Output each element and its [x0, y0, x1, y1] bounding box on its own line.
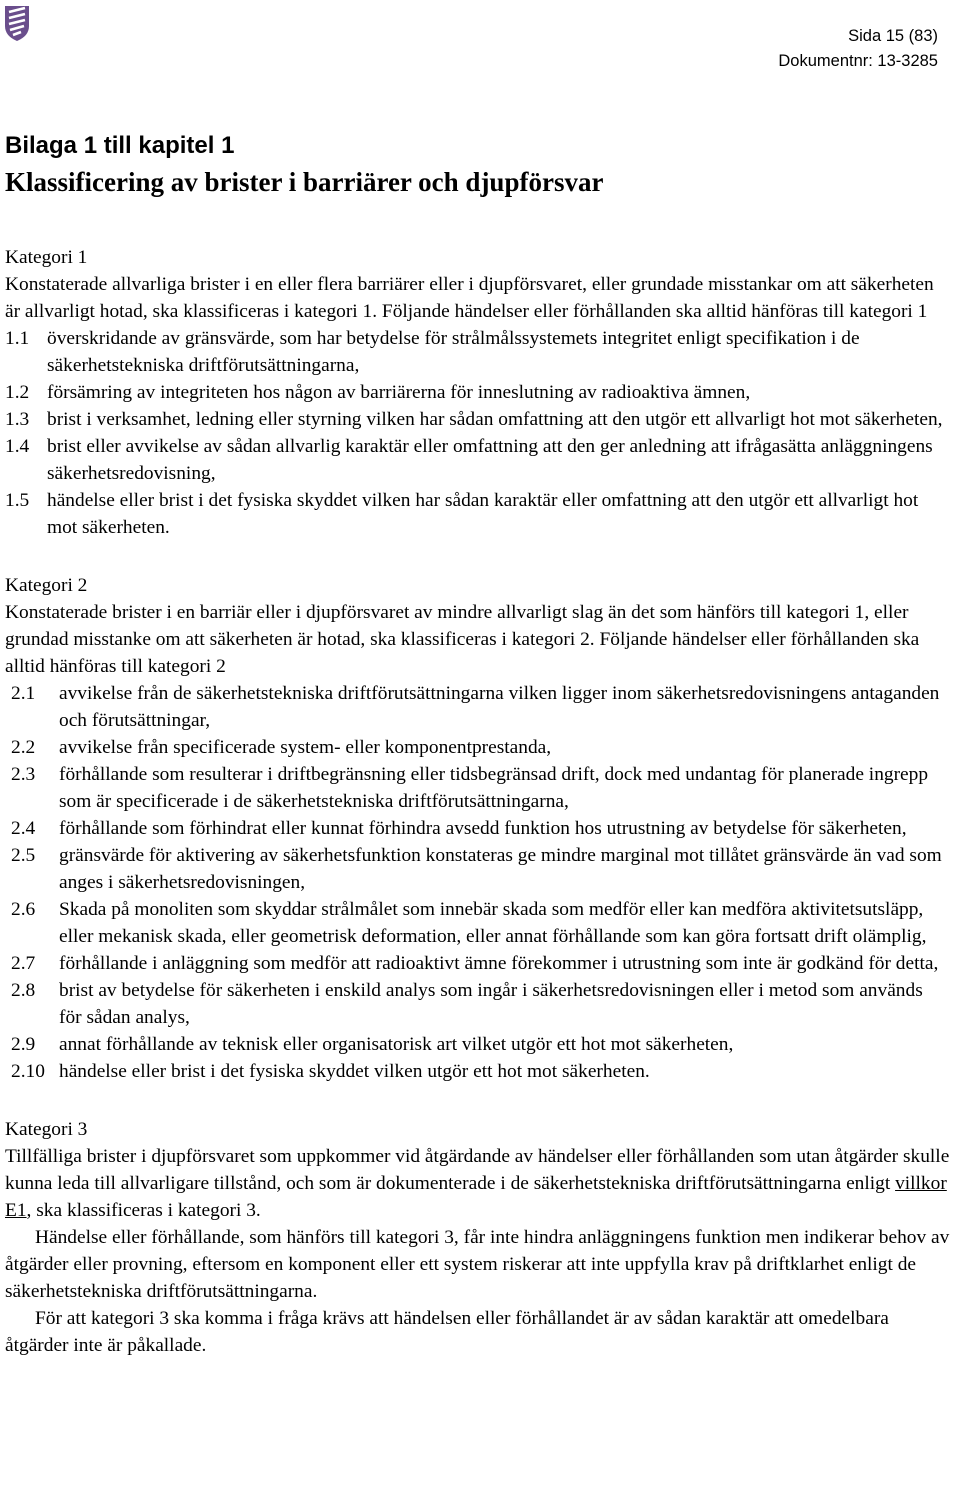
list-item-text: försämring av integriteten hos någon av barriärerna för inneslutning av radioaktiva ämnen,	[47, 382, 751, 403]
list-item-number: 2.6	[11, 899, 36, 920]
list-item	[5, 406, 950, 433]
kategori-1-label: Kategori 1	[5, 247, 88, 268]
list-item-text: Skada på monoliten som skyddar strålmålet som innebär skada som medför eller kan medföra aktivitetsutsläpp, eller mekanisk skada, eller geometrisk deformation, eller annat förhållande som kan göra fortsatt drift olämplig,	[59, 899, 927, 947]
list-item	[5, 325, 950, 379]
kategori-1-section	[5, 244, 950, 541]
kategori-3-section	[5, 1116, 950, 1359]
kategori-2-intro: Konstaterade brister i en barriär eller i djupförsvaret av mindre allvarligt slag än det som hänförs till kategori 1, eller grundad misstanke om att säkerheten är hotad, ska klassificeras i kategori 2. Följande händelser eller förhållanden ska alltid hänföras till kategori 2	[5, 602, 920, 677]
list-item-number: 2.5	[11, 845, 36, 866]
villkor-e1-link[interactable]: villkor E1	[5, 1173, 947, 1221]
list-item-text: överskridande av gränsvärde, som har betydelse för strålmålssystemets integritet enligt specifikation i de säkerhetstekniska driftförutsättningarna,	[47, 328, 860, 376]
organization-logo	[4, 4, 30, 42]
list-item-text: avvikelse från specificerade system- eller komponentprestanda,	[59, 737, 552, 758]
kategori-2-section	[5, 572, 950, 1085]
list-item-text: händelse eller brist i det fysiska skyddet vilken har sådan karaktär eller omfattning att den utgör ett allvarligt hot mot säkerheten.	[47, 490, 919, 538]
list-item-text: brist eller avvikelse av sådan allvarlig karaktär eller omfattning att den ger anledning att ifrågasätta anläggningens säkerhetsredovisning,	[47, 436, 933, 484]
list-item-number: 2.8	[11, 980, 36, 1001]
kategori-1-intro: Konstaterade allvarliga brister i en eller flera barriärer eller i djupförsvaret, eller grundade misstankar om att säkerheten är allvarligt hotad, ska klassificeras i kategori 1. Följande händelser eller förhållanden ska alltid hänföras till kategori 1	[5, 274, 934, 322]
list-item-number: 1.3	[5, 409, 30, 430]
list-item	[5, 680, 950, 734]
kategori-3-paragraph-3: För att kategori 3 ska komma i fråga krävs att händelsen eller förhållandet är av sådan karaktär att omedelbara åtgärder inte är påkallade.	[5, 1308, 889, 1356]
kategori-3-label: Kategori 3	[5, 1119, 88, 1140]
list-item	[5, 734, 950, 761]
list-item	[5, 950, 950, 977]
shield-logo-icon	[4, 4, 30, 42]
list-item-text: förhållande som resulterar i driftbegränsning eller tidsbegränsad drift, dock med undantag för planerade ingrepp som är specificerade i de säkerhetstekniska driftförutsättningarna,	[59, 764, 929, 812]
page-number: Sida 15 (83)	[848, 27, 938, 45]
list-item-number: 1.4	[5, 436, 30, 457]
list-item-text: förhållande i anläggning som medför att radioaktivt ämne förekommer i utrustning som inte är godkänd för detta,	[59, 953, 939, 974]
list-item-number: 2.1	[11, 683, 36, 704]
list-item-number: 2.3	[11, 764, 36, 785]
list-item-text: brist av betydelse för säkerheten i enskild analys som ingår i säkerhetsredovisningen eller i metod som används för sådan analys,	[59, 980, 923, 1028]
kategori-2-label: Kategori 2	[5, 575, 88, 596]
list-item-number: 1.5	[5, 490, 30, 511]
list-item-number: 2.7	[11, 953, 36, 974]
list-item-number: 2.10	[11, 1061, 45, 1082]
list-item-number: 1.2	[5, 382, 30, 403]
list-item	[5, 842, 950, 896]
kategori-3-intro-text: Tillfälliga brister i djupförsvaret som uppkommer vid åtgärdande av händelser eller förhållanden som utan åtgärder skulle kunna leda till allvarligare tillstånd, och som är dokumenterade i de säkerhetstekniska driftförutsättningarna enligt	[5, 1146, 950, 1194]
list-item	[5, 761, 950, 815]
document-subtitle: Klassificering av brister i barriärer och djupförsvar	[5, 167, 604, 197]
list-item-number: 2.2	[11, 737, 36, 758]
kategori-3-intro-end: , ska klassificeras i kategori 3.	[26, 1200, 261, 1221]
kategori-2-list	[5, 680, 950, 1085]
list-item-text: förhållande som förhindrat eller kunnat förhindra avsedd funktion hos utrustning av betydelse för säkerheten,	[59, 818, 907, 839]
list-item	[5, 977, 950, 1031]
list-item-text: gränsvärde för aktivering av säkerhetsfunktion konstateras ge mindre marginal mot tillåtet gränsvärde än vad som anges i säkerhetsredovisningen,	[59, 845, 942, 893]
list-item	[5, 487, 950, 541]
list-item-number: 1.1	[5, 328, 30, 349]
list-item-text: avvikelse från de säkerhetstekniska driftförutsättningarna vilken ligger inom säkerhetsredovisningens antaganden och förutsättningar,	[59, 683, 940, 731]
list-item	[5, 1031, 950, 1058]
document-number: Dokumentnr: 13-3285	[778, 52, 938, 70]
list-item	[5, 1058, 950, 1085]
list-item-text: händelse eller brist i det fysiska skyddet vilken utgör ett hot mot säkerheten.	[59, 1061, 650, 1082]
kategori-1-list	[5, 325, 950, 541]
list-item	[5, 815, 950, 842]
kategori-3-intro	[5, 1143, 950, 1224]
document-title: Bilaga 1 till kapitel 1	[5, 132, 235, 159]
page-header	[778, 24, 938, 74]
list-item-number: 2.4	[11, 818, 36, 839]
list-item	[5, 896, 950, 950]
list-item	[5, 379, 950, 406]
kategori-3-paragraph-2: Händelse eller förhållande, som hänförs till kategori 3, får inte hindra anläggningens funktion men indikerar behov av åtgärder eller provning, eftersom en komponent eller ett system riskerar att inte uppfylla krav på driftklarhet enligt de säkerhetstekniska driftförutsättningarna.	[5, 1227, 950, 1302]
document-body	[5, 128, 950, 1359]
list-item-text: brist i verksamhet, ledning eller styrning vilken har sådan omfattning att den utgör ett allvarligt hot mot säkerheten,	[47, 409, 943, 430]
list-item-text: annat förhållande av teknisk eller organisatorisk art vilket utgör ett hot mot säkerheten,	[59, 1034, 734, 1055]
list-item	[5, 433, 950, 487]
list-item-number: 2.9	[11, 1034, 36, 1055]
